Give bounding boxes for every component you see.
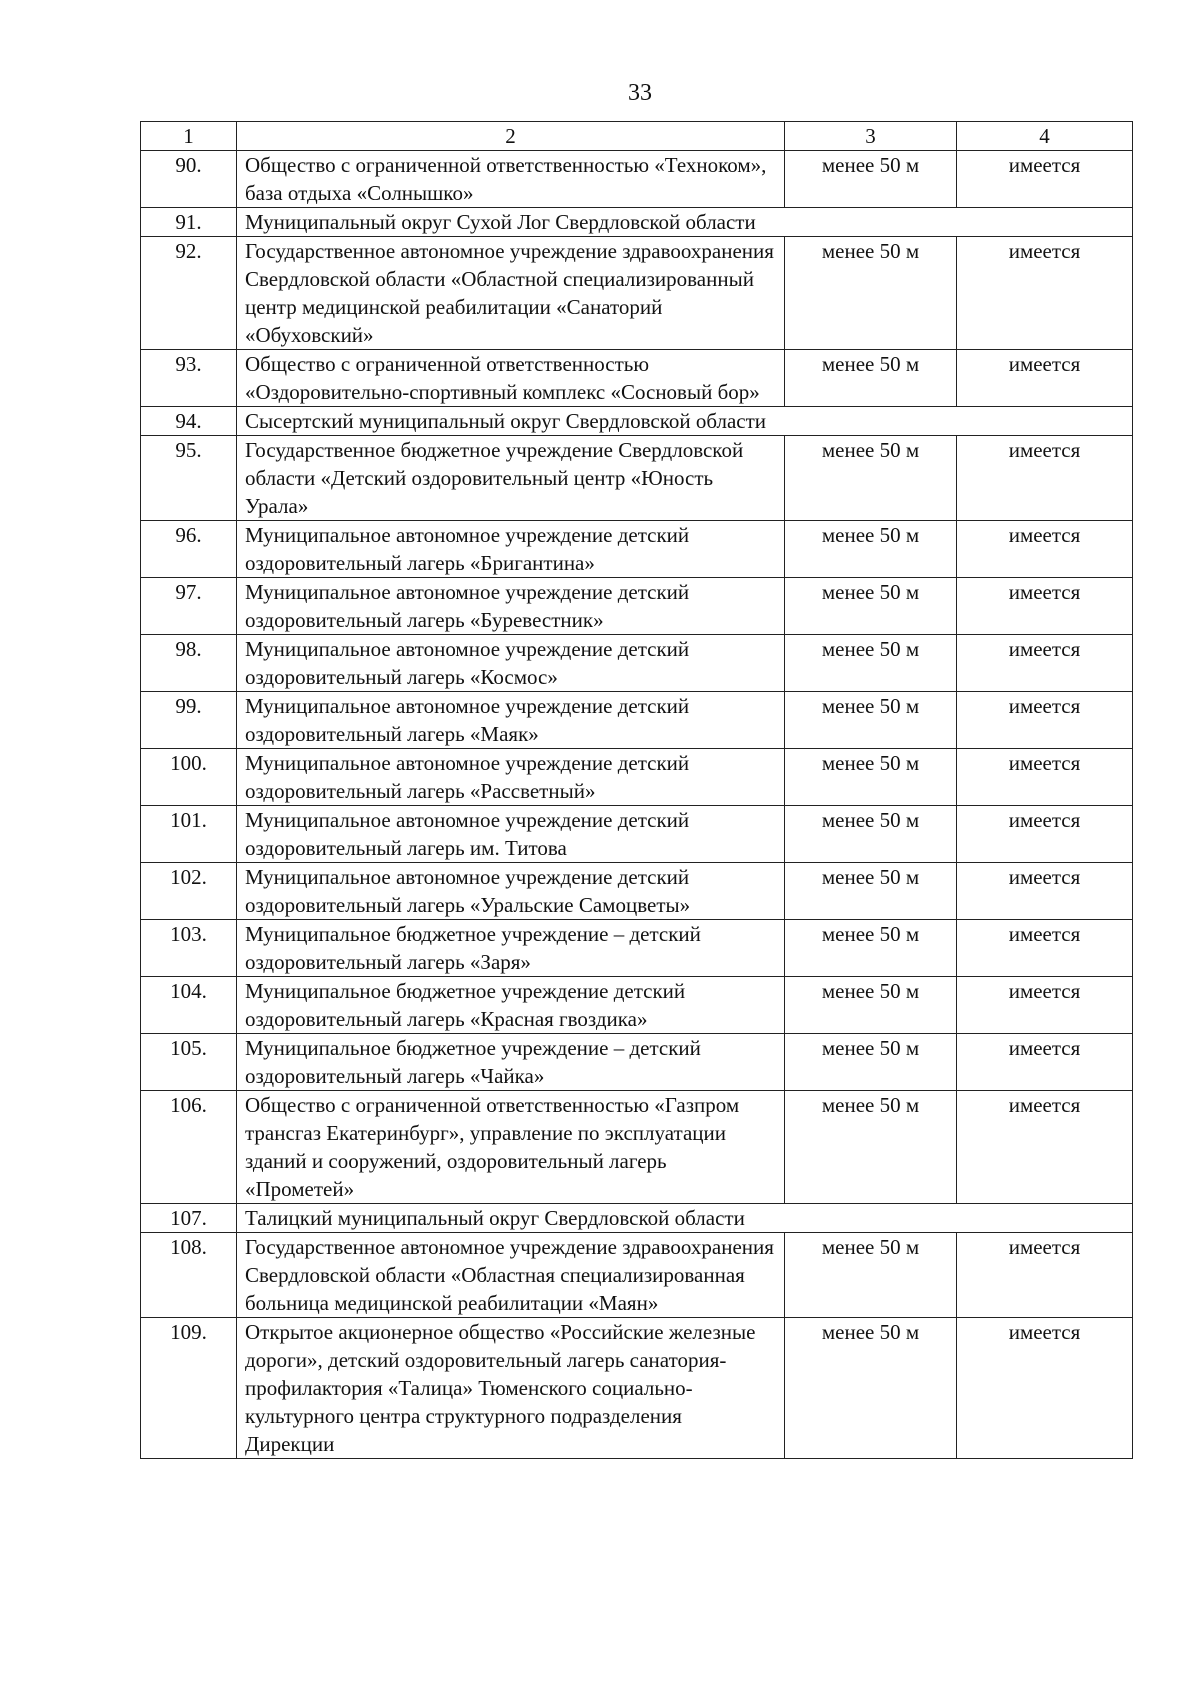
table-row [141, 863, 1133, 920]
facility-name: Муниципальное автономное учреждение детский оздоровительный лагерь им. Титова [237, 806, 785, 863]
header-cell-3: 3 [785, 122, 957, 151]
status-cell: имеется [957, 977, 1133, 1034]
section-row [141, 208, 1133, 237]
status-cell: имеется [957, 806, 1133, 863]
status-cell: имеется [957, 1091, 1133, 1204]
distance-cell: менее 50 м [785, 578, 957, 635]
distance-cell: менее 50 м [785, 1318, 957, 1459]
distance-cell: менее 50 м [785, 521, 957, 578]
status-cell: имеется [957, 350, 1133, 407]
status-cell: имеется [957, 1034, 1133, 1091]
facility-name: Муниципальное автономное учреждение детский оздоровительный лагерь «Уральские Самоцветы» [237, 863, 785, 920]
table-header-row [141, 122, 1133, 151]
row-number: 97. [141, 578, 237, 635]
row-number: 108. [141, 1233, 237, 1318]
status-cell: имеется [957, 1233, 1133, 1318]
status-cell: имеется [957, 920, 1133, 977]
distance-cell: менее 50 м [785, 749, 957, 806]
facility-name: Муниципальное бюджетное учреждение – детский оздоровительный лагерь «Заря» [237, 920, 785, 977]
header-cell-4: 4 [957, 122, 1133, 151]
table-row [141, 1034, 1133, 1091]
section-row [141, 407, 1133, 436]
facility-name: Общество с ограниченной ответственностью «Газпром трансгаз Екатеринбург», управление по эксплуатации зданий и сооружений, оздоровительный лагерь «Прометей» [237, 1091, 785, 1204]
table-row [141, 749, 1133, 806]
status-cell: имеется [957, 237, 1133, 350]
row-number: 101. [141, 806, 237, 863]
row-number: 92. [141, 237, 237, 350]
distance-cell: менее 50 м [785, 237, 957, 350]
status-cell: имеется [957, 863, 1133, 920]
facility-name: Муниципальное автономное учреждение детский оздоровительный лагерь «Рассветный» [237, 749, 785, 806]
facility-name: Государственное автономное учреждение здравоохранения Свердловской области «Областная специализированная больница медицинской реабилитации «Маян» [237, 1233, 785, 1318]
facility-name: Открытое акционерное общество «Российские железные дороги», детский оздоровительный лагерь санатория-профилактория «Талица» Тюменского социально-культурного центра структурного подразделения Дирекции [237, 1318, 785, 1459]
row-number: 103. [141, 920, 237, 977]
row-number: 109. [141, 1318, 237, 1459]
facilities-table [140, 121, 1133, 1459]
facility-name: Государственное бюджетное учреждение Свердловской области «Детский оздоровительный центр «Юность Урала» [237, 436, 785, 521]
facility-name: Муниципальное автономное учреждение детский оздоровительный лагерь «Маяк» [237, 692, 785, 749]
status-cell: имеется [957, 749, 1133, 806]
table-body [141, 122, 1133, 1459]
row-number: 104. [141, 977, 237, 1034]
row-number: 93. [141, 350, 237, 407]
facility-name: Муниципальное автономное учреждение детский оздоровительный лагерь «Буревестник» [237, 578, 785, 635]
row-number: 98. [141, 635, 237, 692]
distance-cell: менее 50 м [785, 436, 957, 521]
table-row [141, 237, 1133, 350]
status-cell: имеется [957, 578, 1133, 635]
status-cell: имеется [957, 151, 1133, 208]
row-number: 100. [141, 749, 237, 806]
header-cell-1: 1 [141, 122, 237, 151]
section-row [141, 1204, 1133, 1233]
distance-cell: менее 50 м [785, 692, 957, 749]
header-cell-2: 2 [237, 122, 785, 151]
row-number: 96. [141, 521, 237, 578]
facility-name: Муниципальное автономное учреждение детский оздоровительный лагерь «Космос» [237, 635, 785, 692]
facility-name: Общество с ограниченной ответственностью «Техноком», база отдыха «Солнышко» [237, 151, 785, 208]
status-cell: имеется [957, 521, 1133, 578]
section-title: Талицкий муниципальный округ Свердловской области [237, 1204, 1133, 1233]
row-number: 106. [141, 1091, 237, 1204]
row-number: 95. [141, 436, 237, 521]
facility-name: Общество с ограниченной ответственностью «Оздоровительно-спортивный комплекс «Сосновый бор» [237, 350, 785, 407]
table-row [141, 977, 1133, 1034]
status-cell: имеется [957, 635, 1133, 692]
row-number: 91. [141, 208, 237, 237]
section-title: Муниципальный округ Сухой Лог Свердловской области [237, 208, 1133, 237]
facility-name: Муниципальное автономное учреждение детский оздоровительный лагерь «Бригантина» [237, 521, 785, 578]
row-number: 94. [141, 407, 237, 436]
row-number: 102. [141, 863, 237, 920]
row-number: 107. [141, 1204, 237, 1233]
table-row [141, 692, 1133, 749]
distance-cell: менее 50 м [785, 863, 957, 920]
distance-cell: менее 50 м [785, 1233, 957, 1318]
facility-name: Государственное автономное учреждение здравоохранения Свердловской области «Областной специализированный центр медицинской реабилитации «Санаторий «Обуховский» [237, 237, 785, 350]
table-row [141, 1233, 1133, 1318]
distance-cell: менее 50 м [785, 806, 957, 863]
table-row [141, 436, 1133, 521]
row-number: 99. [141, 692, 237, 749]
row-number: 90. [141, 151, 237, 208]
distance-cell: менее 50 м [785, 635, 957, 692]
distance-cell: менее 50 м [785, 350, 957, 407]
status-cell: имеется [957, 436, 1133, 521]
table-row [141, 521, 1133, 578]
table-row [141, 1091, 1133, 1204]
section-title: Сысертский муниципальный округ Свердловской области [237, 407, 1133, 436]
distance-cell: менее 50 м [785, 977, 957, 1034]
distance-cell: менее 50 м [785, 1091, 957, 1204]
status-cell: имеется [957, 692, 1133, 749]
table-row [141, 635, 1133, 692]
table-row [141, 151, 1133, 208]
distance-cell: менее 50 м [785, 920, 957, 977]
table-row [141, 1318, 1133, 1459]
table-row [141, 920, 1133, 977]
page-number: 33 [628, 80, 652, 106]
facility-name: Муниципальное бюджетное учреждение – детский оздоровительный лагерь «Чайка» [237, 1034, 785, 1091]
table-row [141, 578, 1133, 635]
facility-name: Муниципальное бюджетное учреждение детский оздоровительный лагерь «Красная гвоздика» [237, 977, 785, 1034]
row-number: 105. [141, 1034, 237, 1091]
status-cell: имеется [957, 1318, 1133, 1459]
table-row [141, 350, 1133, 407]
distance-cell: менее 50 м [785, 151, 957, 208]
distance-cell: менее 50 м [785, 1034, 957, 1091]
table-row [141, 806, 1133, 863]
